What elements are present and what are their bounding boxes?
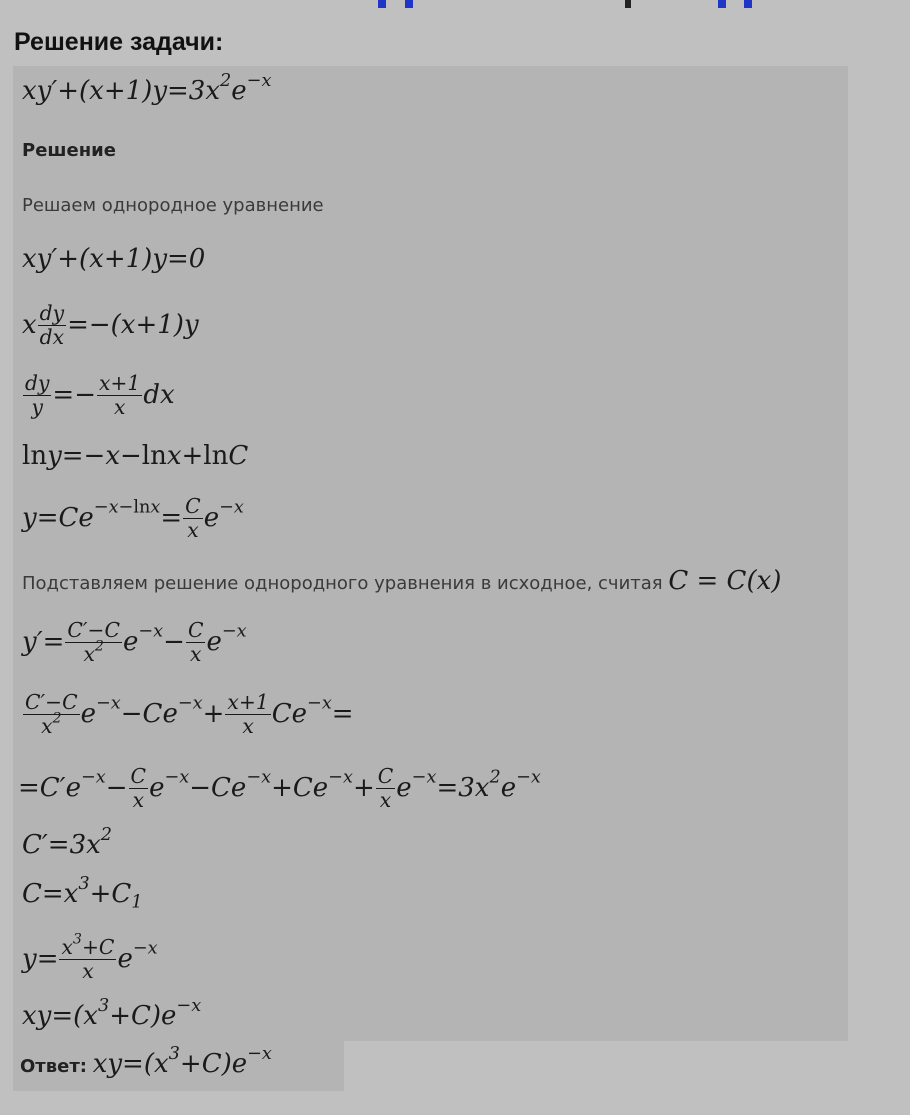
substituted-expression: $\frac{C'-C}{x^2}$ $e^{-x}-Ce^{-x}+$ $\frac{x+1}{x}$ $Ce^{-x}=$ xyxy=(25,690,354,739)
xy-solution: $xy=(x^3+C)e^{-x}$ xyxy=(22,995,202,1031)
cropped-mark xyxy=(625,0,631,8)
step-derivative-form: x $\frac{dy}{dx}$ =−(x+1)y xyxy=(22,301,199,350)
step-integration: lny=−x−lnx+lnC xyxy=(22,441,249,471)
homogeneous-equation: xy′+(x+1)y=0 xyxy=(22,244,206,274)
top-cropped-marks xyxy=(0,0,910,10)
c-value: $C=x^3+C_1$ xyxy=(22,873,143,913)
derivative-y: y′= $\frac{C'-C}{x^2}$ $e^{-x}-$ $\frac{C}{x}$ $e^{-x}$ xyxy=(22,618,247,667)
cropped-mark xyxy=(744,0,752,8)
homogeneous-text: Решаем однородное уравнение xyxy=(22,195,324,216)
cropped-mark xyxy=(718,0,726,8)
general-homogeneous-solution: $y=Ce^{-x-lnx}=$ $\frac{C}{x}$ $e^{-x}$ xyxy=(22,494,244,543)
c-prime: $C'=3x^2$ xyxy=(22,824,113,860)
cropped-mark xyxy=(378,0,386,8)
answer-math: $xy=(x^3+C)e^{-x}$ xyxy=(92,1043,272,1079)
substitution-line xyxy=(22,566,781,596)
substitution-math: C = C(x) xyxy=(668,566,782,596)
problem-equation: $xy'+(x+1)y=3x^2e^{-x}$ xyxy=(22,70,272,106)
page-heading: Решение задачи: xyxy=(14,28,224,56)
substitution-text: Подставляем решение однородного уравнения в исходное, считая xyxy=(22,573,663,594)
step-separation: $\frac{dy}{y}$ =− $\frac{x+1}{x}$ dx xyxy=(25,371,175,420)
y-solution: y= $\frac{x^3+C}{x}$ $e^{-x}$ xyxy=(22,931,158,984)
answer-label: Ответ: xyxy=(20,1056,87,1077)
answer-line xyxy=(20,1043,272,1079)
cropped-mark xyxy=(405,0,413,8)
solution-label: Решение xyxy=(22,140,116,161)
simplification: $=C'e^{-x}-$ $\frac{C}{x}$ $e^{-x}-Ce^{-x}+Ce^{-x}+$ $\frac{C}{x}$ $e^{-x}=3x^2e^{-x}$ xyxy=(18,764,541,813)
